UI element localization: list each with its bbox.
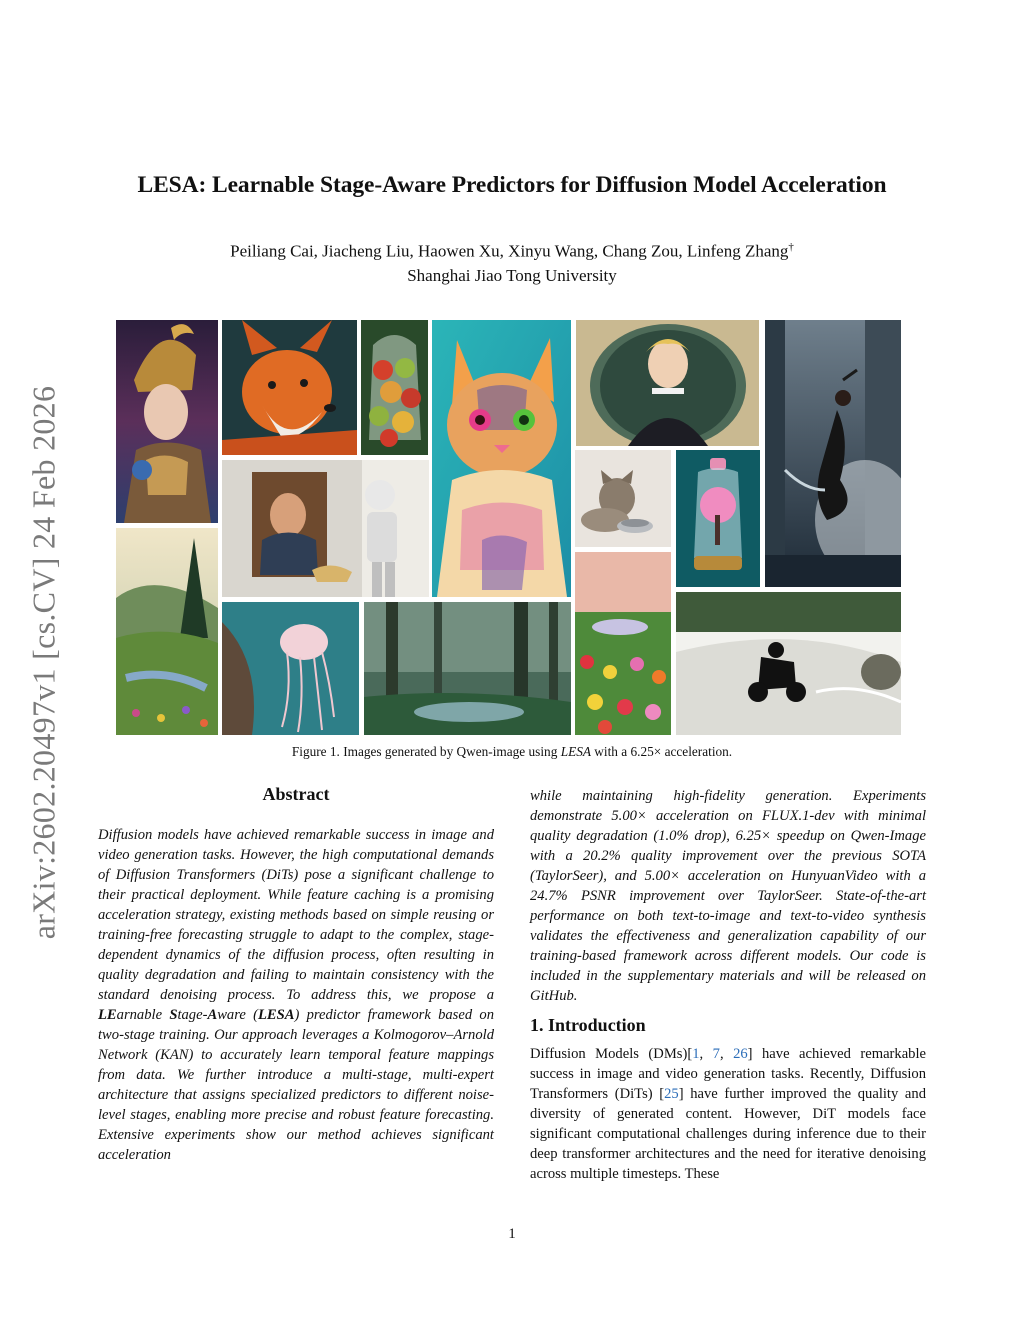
acronym-s: S bbox=[169, 1007, 178, 1023]
page-number: 1 bbox=[508, 1226, 516, 1242]
affiliation: Shanghai Jiao Tong University bbox=[407, 266, 617, 285]
acronym-le: LE bbox=[98, 1007, 117, 1023]
abstract-text-end: ) predictor framework based on two-stage training. Our approach leverages a Kolmogorov–Arnold Network (KAN) to accurately learn temporal feature mappings from data. We further introduce a multi-stage, multi-expert architecture that assigns specialized predictors to different noise-level stages, enabling more precise and robust feature forecasting. Extensive experiments show our method achieves significant acceleration bbox=[98, 1007, 494, 1163]
caption-method: LESA bbox=[560, 744, 591, 759]
acronym-le-rest: arnable bbox=[116, 1007, 170, 1023]
bonsai-jar-image bbox=[676, 450, 760, 587]
citation-link[interactable]: 26 bbox=[733, 1046, 748, 1062]
figure-1-collage bbox=[116, 320, 901, 735]
acronym-a-rest: ware ( bbox=[217, 1007, 258, 1023]
motorcycle-road-image bbox=[676, 592, 901, 735]
intro-text: Diffusion Models (DMs)[ bbox=[530, 1046, 693, 1062]
abstract-text-start: Diffusion models have achieved remarkable success in image and video generation tasks. However, the high computational demands of Diffusion Transformers (DiTs) pose a significant challenge to their practical deployment. While feature caching is a promising acceleration strategy, existing methods based on simple reusing or training-free forecasting struggle to adapt to the complex, stage-dependent dynamics of the diffusion process, often resulting in quality degradation and failing to maintain consistency with the standard denoising process. To address this, we propose a bbox=[98, 827, 494, 1003]
acronym-s-rest: tage- bbox=[177, 1007, 208, 1023]
tulip-field-image bbox=[575, 552, 671, 735]
citation-link[interactable]: 25 bbox=[664, 1086, 679, 1102]
colorful-cat-image bbox=[432, 320, 571, 597]
arxiv-stamp bbox=[24, 370, 64, 955]
citation-link[interactable]: 1 bbox=[692, 1046, 700, 1062]
intro-text: ] have achieved remarkable success in image and video generation tasks. Recently, Diffusion Transformers (DiTs) [ bbox=[530, 1046, 927, 1102]
intro-text: , bbox=[719, 1046, 734, 1062]
jellyfish-image bbox=[222, 602, 359, 735]
acronym-a: A bbox=[207, 1007, 218, 1023]
helmeted-goddess-image bbox=[116, 320, 218, 523]
abstract-heading: Abstract bbox=[262, 784, 330, 804]
robot-painter-image bbox=[222, 460, 429, 597]
apples-image bbox=[361, 320, 428, 455]
misty-forest-image bbox=[364, 602, 571, 735]
paper-title: LESA: Learnable Stage-Aware Predictors for Diffusion Model Acceleration bbox=[137, 172, 887, 198]
intro-text: , bbox=[699, 1046, 713, 1062]
method-name: LESA bbox=[257, 1007, 295, 1023]
abstract-left-column bbox=[98, 825, 494, 1165]
introduction-heading: 1. Introduction bbox=[530, 1015, 646, 1035]
citation-link[interactable]: 7 bbox=[712, 1046, 720, 1062]
caption-prefix: Figure 1. Images generated by Qwen-image using bbox=[291, 744, 561, 759]
abstract-right-column: while maintaining high-fidelity generation. Experiments demonstrate 5.00× acceleration on FLUX.1-dev with minimal quality degradation (1.0% drop), 6.25× speedup on Qwen-Image with a 20.2% quality improvement over the previous SOTA (TaylorSeer), and 5.00× acceleration on HunyuanVideo with a 24.7% PSNR improvement over TaylorSeer. State-of-the-art performance on both text-to-image and text-to-video synthesis validates the effectiveness and generalization capability of our training-based framework across different models. Our code is included in the supplementary materials and will be released on GitHub. bbox=[530, 788, 926, 1004]
introduction-paragraph bbox=[530, 1044, 926, 1184]
renaissance-boy-image bbox=[576, 320, 759, 446]
arxiv-stamp-text: arXiv:2602.20497v1 [cs.CV] 24 Feb 2026 bbox=[25, 385, 62, 940]
dancer-image bbox=[765, 320, 901, 587]
corresponding-author-mark: † bbox=[788, 241, 794, 253]
kitten-image bbox=[575, 450, 671, 547]
caption-suffix: with a 6.25× acceleration. bbox=[590, 744, 733, 759]
valley-landscape-image bbox=[116, 528, 218, 735]
intro-text: ] have further improved the quality and diversity of generated content. However, DiT models face significant computational challenges during inference due to their deep transformer architectures and the need for iterative denoising across multiple timesteps. These bbox=[530, 1086, 926, 1182]
author-list bbox=[0, 241, 1024, 262]
figure-caption bbox=[0, 744, 1024, 760]
fox-image bbox=[222, 320, 357, 455]
author-names: Peiliang Cai, Jiacheng Liu, Haowen Xu, Xinyu Wang, Chang Zou, Linfeng Zhang bbox=[230, 241, 789, 261]
